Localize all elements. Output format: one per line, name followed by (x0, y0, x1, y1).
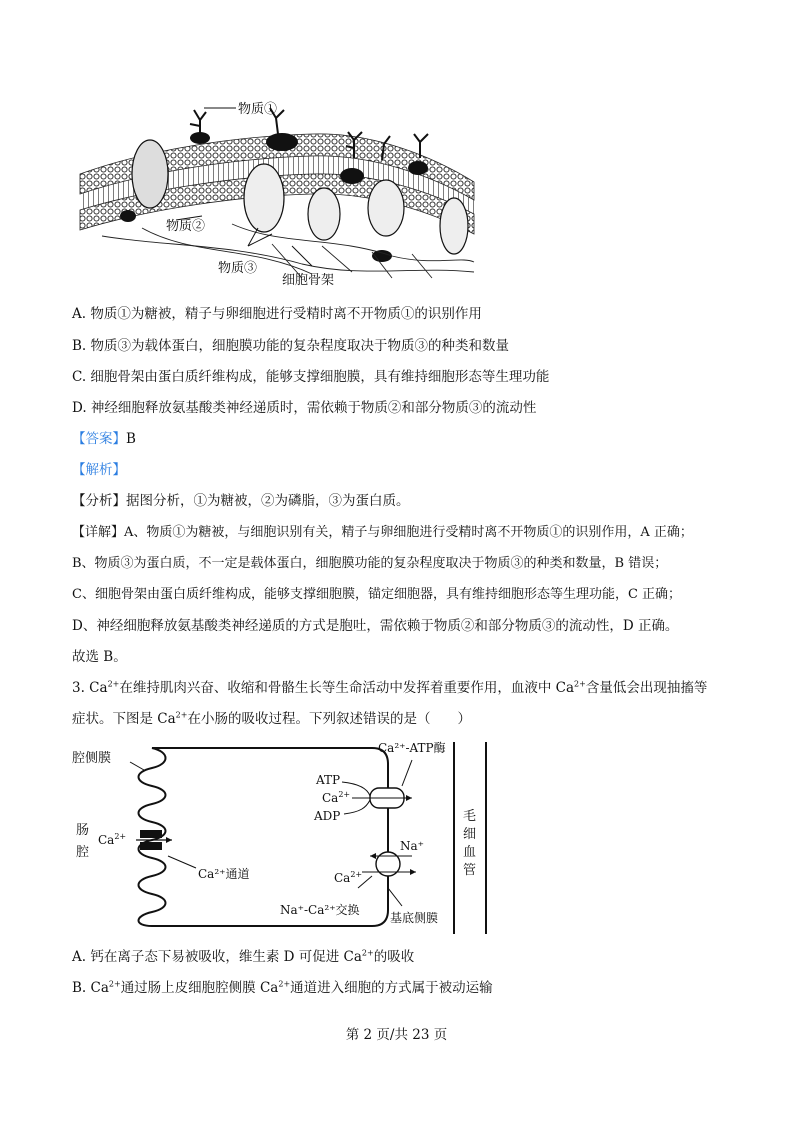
protein-2 (244, 164, 284, 232)
detail-b: B、物质③为蛋白质，不一定是载体蛋白，细胞膜功能的复杂程度取决于物质③的种类和数量，B 错误； (72, 556, 668, 571)
q2-option-c: C. 细胞骨架由蛋白质纤维构成，能够支撑细胞膜，具有维持细胞形态等生理功能 (72, 369, 550, 385)
label-na: Na⁺ (400, 839, 424, 853)
protein-1 (132, 140, 168, 208)
protein-5 (440, 198, 468, 254)
calcium-absorption-figure (72, 738, 512, 938)
detail-d: D、神经细胞释放氨基酸类神经递质的方式是胞吐，需依赖于物质②和部分物质③的流动性，D 正确。 (72, 618, 679, 634)
label-substance-1: 物质① (238, 102, 278, 117)
answer-tag: 【答案】 (72, 431, 126, 447)
protein-3 (308, 188, 340, 240)
epithelial-cell-outline (139, 748, 389, 926)
label-atp: ATP (316, 773, 341, 787)
label-ca-left: $Ca^{2+}$ (98, 832, 127, 847)
q3-stem-line1: 3. $Ca^{2+}$在维持肌肉兴奋、收缩和骨骼生长等生命活动中发挥着重要作用，血液中 $Ca^{2+}$含量低会出现抽搐等 (72, 679, 708, 696)
label-ca-atpase: $Ca^{2+}$ (322, 790, 351, 805)
label-cytoskeleton: 细胞骨架 (282, 273, 335, 286)
xiangjie-text: A、物质①为糖被，与细胞识别有关，精子与卵细胞进行受精时离不开物质①的识别作用，A 正确； (124, 525, 693, 540)
xiangjie-tag: 【详解】 (72, 525, 125, 540)
label-lumen-1: 肠 (76, 823, 90, 838)
q3-option-b: B. $Ca^{2+}$通过肠上皮细胞腔侧膜 $Ca^{2+}$通道进入细胞的方式属于被动运输 (72, 979, 493, 996)
protein-4 (368, 180, 404, 236)
q2-option-d: D. 神经细胞释放氨基酸类神经递质时，需依赖于物质②和部分物质③的流动性 (72, 400, 537, 416)
answer-line (72, 429, 763, 449)
label-basolateral: 基底侧膜 (390, 911, 439, 925)
label-ca-exchanger: $Ca^{2+}$ (334, 870, 363, 885)
label-substance-3: 物质③ (218, 261, 258, 276)
cytoskeleton (102, 224, 474, 278)
label-adp: ADP (314, 809, 341, 823)
answer-value: B (126, 431, 136, 447)
label-capillary-4: 管 (463, 863, 477, 878)
page-footer: 第 2 页/共 23 页 (345, 1027, 448, 1043)
conclusion: 故选 B。 (72, 649, 127, 665)
label-atpase: Ca²⁺-ATP酶 (378, 741, 446, 755)
label-lumen-membrane: 腔侧膜 (72, 751, 112, 766)
label-exchanger: Na⁺-Ca²⁺交换 (280, 903, 360, 917)
label-capillary-3: 血 (463, 845, 477, 860)
fenxi-line (72, 491, 763, 511)
fenxi-tag: 【分析】 (72, 493, 126, 509)
q3-stem-line2: 症状。下图是 $Ca^{2+}$在小肠的吸收过程。下列叙述错误的是（ ） (72, 710, 471, 727)
label-substance-2: 物质② (166, 219, 206, 234)
cell-membrane-figure (72, 96, 482, 286)
q2-option-a: A. 物质①为糖被，精子与卵细胞进行受精时离不开物质①的识别作用 (72, 306, 482, 322)
label-lumen-2: 腔 (76, 845, 90, 860)
label-capillary-1: 毛 (463, 809, 477, 824)
detail-c: C、细胞骨架由蛋白质纤维构成，能够支撑细胞膜，锚定细胞器，具有维持细胞形态等生理功能，C 正确； (72, 587, 682, 602)
q2-option-b: B. 物质③为载体蛋白，细胞膜功能的复杂程度取决于物质③的种类和数量 (72, 338, 510, 354)
label-ca-channel: Ca²⁺通道 (198, 867, 250, 881)
q3-option-a: A. 钙在离子态下易被吸收，维生素 D 可促进 $Ca^{2+}$的吸收 (72, 948, 415, 965)
analysis-tag: 【解析】 (72, 462, 126, 478)
analysis-line (72, 460, 763, 480)
fenxi-text: 据图分析，①为糖被，②为磷脂，③为蛋白质。 (126, 493, 410, 509)
label-capillary-2: 细 (463, 827, 477, 842)
xiangjie-line (72, 523, 763, 543)
